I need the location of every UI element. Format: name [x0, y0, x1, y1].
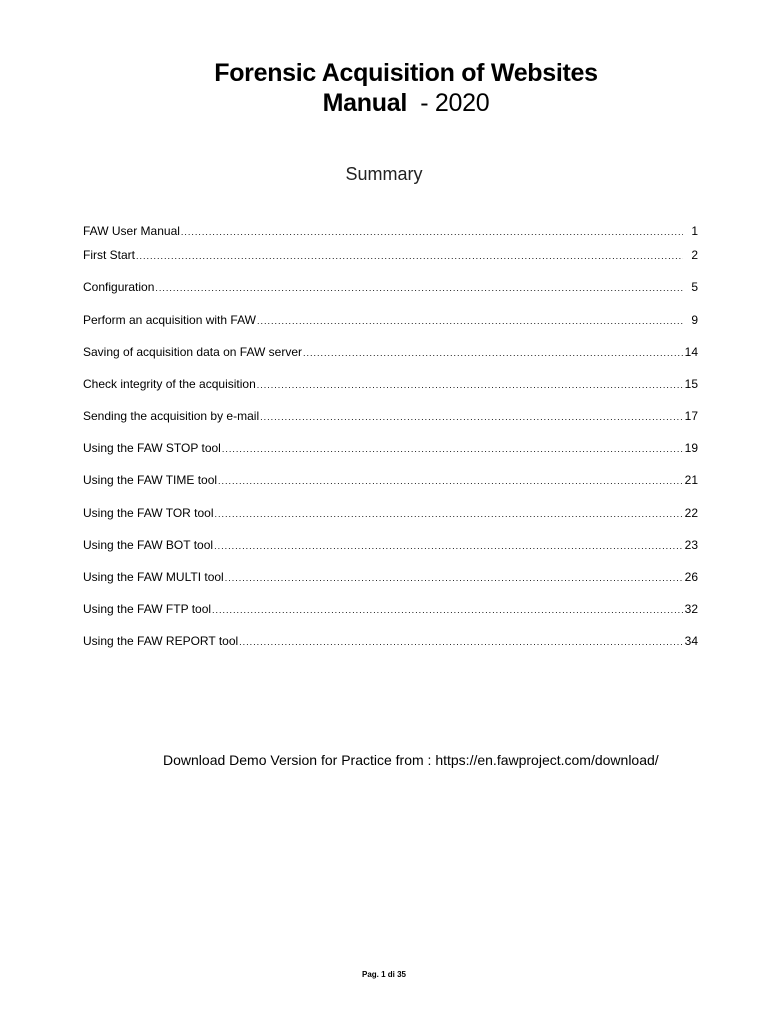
toc-entry-label: Using the FAW MULTI tool [83, 570, 224, 584]
toc-dot-leader [260, 412, 683, 422]
toc-entry[interactable] [83, 634, 698, 650]
title-line-2 [0, 88, 768, 118]
toc-entry-label: FAW User Manual [83, 224, 180, 238]
toc-entry[interactable] [83, 409, 698, 425]
toc-entry[interactable] [83, 441, 698, 457]
summary-heading: Summary [345, 164, 423, 184]
toc-entry-label: Saving of acquisition data on FAW server [83, 345, 302, 359]
title-year: - 2020 [420, 89, 490, 117]
toc-entry-page: 21 [684, 473, 698, 487]
toc-entry-page: 2 [691, 248, 698, 262]
toc-entry-label: Perform an acquisition with FAW [83, 313, 256, 327]
toc-dot-leader [239, 637, 683, 647]
page-footer: Pag. 1 di 35 [361, 970, 407, 979]
toc-entry-page: 34 [684, 634, 698, 648]
toc-dot-leader [136, 251, 683, 261]
toc-entry-label: Check integrity of the acquisition [83, 377, 256, 391]
toc-entry-page: 19 [684, 441, 698, 455]
toc-entry-page: 9 [691, 313, 698, 327]
toc-entry[interactable] [83, 248, 698, 264]
title-manual: Manual [322, 89, 407, 117]
toc-entry-label: Using the FAW FTP tool [83, 602, 212, 616]
toc-entry-label: Sending the acquisition by e-mail [83, 409, 260, 423]
toc-dot-leader [155, 283, 683, 293]
toc-entry[interactable] [83, 538, 698, 554]
toc-dot-leader [222, 444, 683, 454]
toc-dot-leader [225, 573, 683, 583]
toc-entry[interactable] [83, 570, 698, 586]
toc-entry-page: 17 [684, 409, 698, 423]
toc-entry-page: 22 [684, 506, 698, 520]
toc-entry[interactable] [83, 602, 698, 618]
toc-dot-leader [303, 348, 683, 358]
toc-entry[interactable] [83, 224, 698, 240]
toc-entry-page: 32 [684, 602, 698, 616]
toc-entry-page: 23 [684, 538, 698, 552]
toc-entry-page: 5 [691, 280, 698, 294]
toc-entry-label: Using the FAW REPORT tool [83, 634, 239, 648]
document-title [0, 58, 768, 118]
toc-dot-leader [257, 380, 683, 390]
toc-entry[interactable] [83, 280, 698, 296]
toc-entry-label: Using the FAW STOP tool [83, 441, 221, 455]
toc-entry-label: First Start [83, 248, 136, 262]
toc-entry-label: Configuration [83, 280, 155, 294]
toc-entry-page: 26 [684, 570, 698, 584]
toc-entry-label: Using the FAW BOT tool [83, 538, 214, 552]
toc-entry-page: 1 [691, 224, 698, 238]
toc-entry[interactable] [83, 473, 698, 489]
toc-entry-label: Using the FAW TIME tool [83, 473, 218, 487]
title-line-1: Forensic Acquisition of Websites [214, 59, 598, 87]
toc-entry[interactable] [83, 377, 698, 393]
download-note: Download Demo Version for Practice from : https://en.fawproject.com/download/ [163, 752, 659, 768]
toc-dot-leader [214, 541, 683, 551]
toc-entry-label: Using the FAW TOR tool [83, 506, 214, 520]
toc-entry-page: 15 [684, 377, 698, 391]
toc-entry[interactable] [83, 313, 698, 329]
toc-entry[interactable] [83, 506, 698, 522]
toc-dot-leader [257, 316, 683, 326]
toc-entry-page: 14 [684, 345, 698, 359]
toc-dot-leader [215, 509, 684, 519]
toc-dot-leader [181, 227, 683, 237]
toc-entry[interactable] [83, 345, 698, 361]
toc-dot-leader [218, 476, 683, 486]
toc-dot-leader [212, 605, 683, 615]
